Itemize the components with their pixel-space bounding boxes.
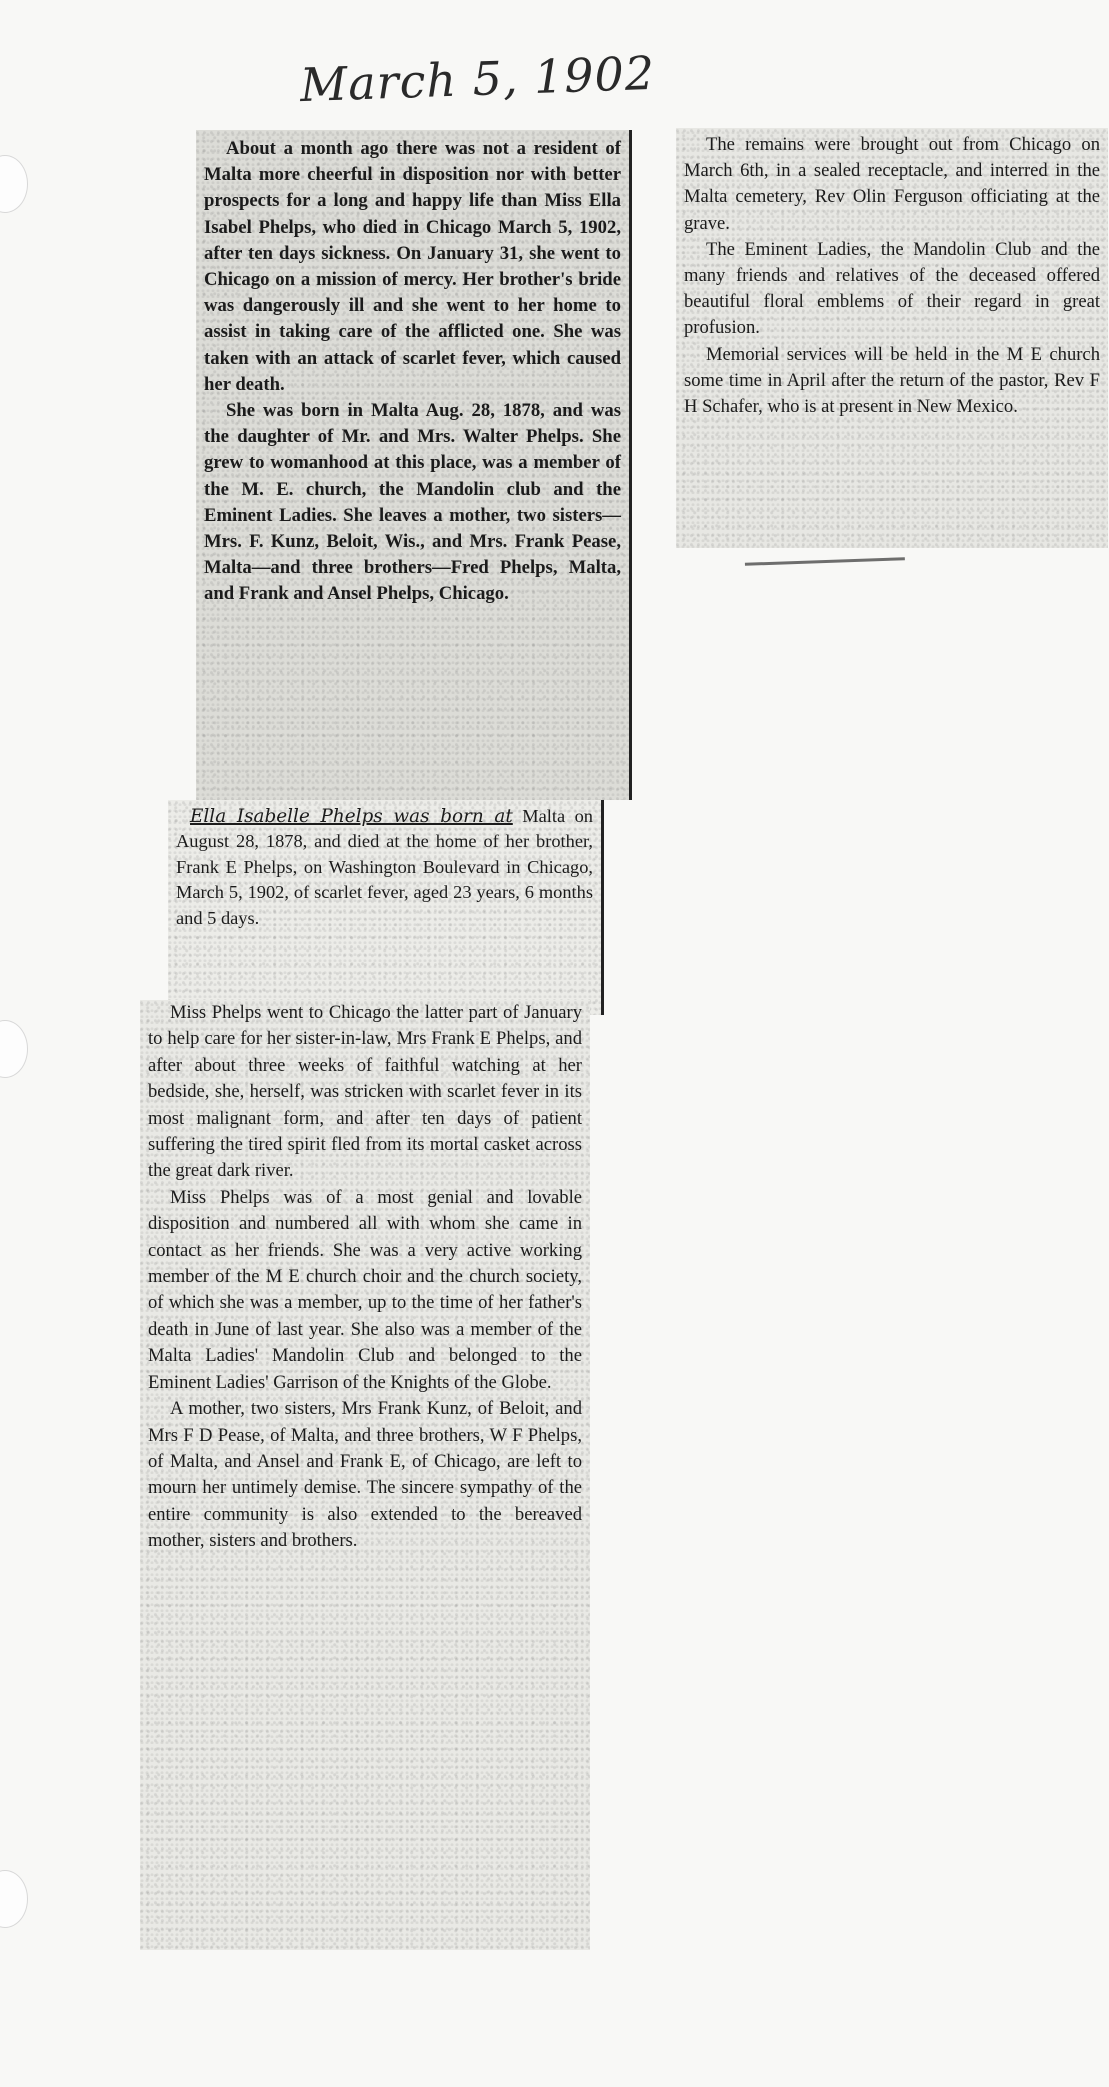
clipping-paragraph: Miss Phelps went to Chicago the latter part of January to help care for her sister-in-law, Mrs Frank E Phelps, and after about three weeks of faithful watching at her bedside, she, herself, was stricken with scarlet fever in its most malignant form, and after ten days of patient suffering the tired spirit fled from its mortal casket across the great dark river. bbox=[148, 1002, 582, 1182]
punch-hole bbox=[0, 1870, 28, 1928]
obituary-clipping-right bbox=[676, 128, 1108, 548]
handwritten-date: March 5, 1902 bbox=[299, 45, 656, 113]
handwritten-name: Ella Isabelle Phelps was born at bbox=[190, 806, 513, 827]
clipping-paragraph: Miss Phelps was of a most genial and lovable disposition and numbered all with whom she came in contact as her friends. She was a very active working member of the M E church choir and the church society, of which she was a member, up to the time of her father's death in June of last year. She also was a member of the Malta Ladies' Mandolin Club and belonged to the Eminent Ladies' Garrison of the Knights of the Globe. bbox=[148, 1186, 582, 1393]
obituary-clipping-second bbox=[168, 800, 604, 1015]
clipping-paragraph: The Eminent Ladies, the Mandolin Club and the many friends and relatives of the deceased offered beautiful floral emblems of their regard in great profusion. bbox=[684, 238, 1100, 339]
obituary-clipping-third bbox=[140, 1000, 590, 1950]
clipping-paragraph: About a month ago there was not a resident of Malta more cheerful in disposition nor with better prospects for a long and happy life than Miss Ella Isabel Phelps, who died in Chicago March 5, 1902, after ten days sickness. On January 31, she went to Chicago on a mission of mercy. Her brother's bride was dangerously ill and she went to her home to assist in taking care of the afflicted one. She was taken with an attack of scarlet fever, which caused her death. bbox=[204, 138, 621, 395]
clipping-paragraph: Memorial services will be held in the M E church some time in April after the return of the pastor, Rev F H Schafer, who is at present in New Mexico. bbox=[684, 343, 1100, 418]
clipping-paragraph bbox=[176, 804, 593, 931]
clipping-paragraph: She was born in Malta Aug. 28, 1878, and was the daughter of Mr. and Mrs. Walter Phelps. She grew to womanhood at this place, was a member of the M. E. church, the Mandolin club and the Eminent Ladies. She leaves a mother, two sisters—Mrs. F. Kunz, Beloit, Wis., and Mrs. Frank Pease, Malta—and three brothers—Fred Phelps, Malta, and Frank and Ansel Phelps, Chicago. bbox=[204, 400, 621, 605]
clipping-paragraph: A mother, two sisters, Mrs Frank Kunz, of Beloit, and Mrs F D Pease, of Malta, and three brothers, W F Phelps, of Malta, and Ansel and Frank E, of Chicago, are left to mourn her untimely demise. The sincere sympathy of the entire community is also extended to the bereaved mother, sisters and brothers. bbox=[148, 1398, 582, 1552]
punch-hole bbox=[0, 1020, 28, 1078]
obituary-clipping-main bbox=[196, 130, 632, 800]
clipping-text: Malta on August 28, 1878, and died at the home of her brother, Frank E Phelps, on Washington Boulevard in Chicago, March 5, 1902, of scarlet fever, aged 23 years, 6 months and 5 days. bbox=[176, 806, 593, 928]
pen-mark bbox=[745, 557, 905, 572]
clipping-paragraph: The remains were brought out from Chicago on March 6th, in a sealed receptacle, and interred in the Malta cemetery, Rev Olin Ferguson officiating at the grave. bbox=[684, 134, 1100, 234]
punch-hole bbox=[0, 155, 28, 213]
